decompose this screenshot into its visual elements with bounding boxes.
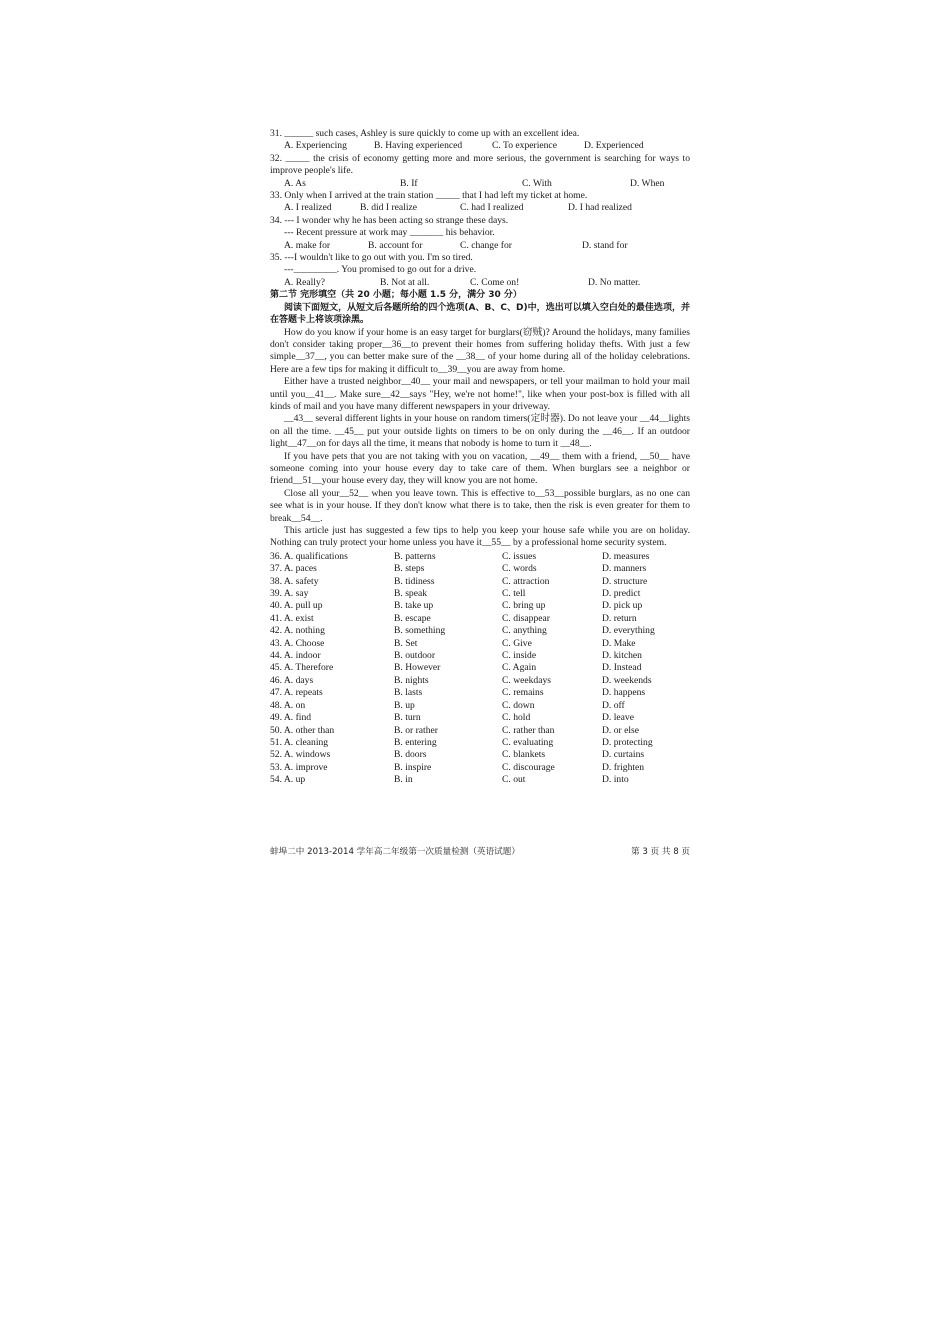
choice-row	[270, 650, 690, 662]
choice-option-a: 38. A. safety	[270, 575, 319, 587]
question-options	[270, 140, 690, 152]
choice-option-a: 40. A. pull up	[270, 600, 323, 612]
choice-option-c: C. words	[502, 563, 537, 575]
passage-paragraph: Either have a trusted neighbor__40__ your mail and newspapers, or tell your mailman to hold your mail until you__41__. Make sure__42__says "Hey, we're not home!", like when your post-box is filled with all kinds of mail and you have many different newspapers in your driveway.	[270, 376, 690, 412]
choice-option-c: C. down	[502, 699, 535, 711]
option-b: B. If	[400, 177, 418, 189]
option-b: B. account for	[368, 239, 423, 251]
choice-option-a: 44. A. indoor	[270, 650, 321, 662]
choice-option-d: D. Make	[602, 637, 636, 649]
question-options	[270, 240, 690, 252]
choice-option-c: C. weekdays	[502, 674, 552, 686]
choice-option-b: B. in	[394, 774, 413, 786]
choice-option-a: 53. A. improve	[270, 761, 328, 773]
choice-option-a: 39. A. say	[270, 588, 309, 600]
choice-row	[270, 749, 690, 761]
question-35	[270, 252, 690, 289]
choice-option-b: B. turn	[394, 712, 421, 724]
choice-option-a: 54. A. up	[270, 774, 306, 786]
option-b: B. Having experienced	[374, 140, 463, 152]
choice-option-c: C. hold	[502, 712, 531, 724]
choice-option-b: B. escape	[394, 612, 431, 624]
option-d: D. When	[630, 177, 665, 189]
choice-option-c: C. Again	[502, 662, 537, 674]
option-c: C. had I realized	[460, 202, 524, 214]
question-stem: 35. ---I wouldn't like to go out with you. I'm so tired.	[270, 252, 473, 264]
choice-option-b: B. However	[394, 662, 441, 674]
option-a: A. I realized	[284, 202, 332, 214]
choice-row	[270, 687, 690, 699]
choice-option-d: D. frighten	[602, 761, 645, 773]
option-a: A. Really?	[284, 276, 326, 288]
choice-option-a: 36. A. qualifications	[270, 550, 348, 562]
option-c: C. With	[522, 177, 552, 189]
choice-row	[270, 563, 690, 575]
choice-option-d: D. pick up	[602, 600, 643, 612]
question-stem: 32. _____ the crisis of economy getting more and more serious, the government is searching for ways to improve people's life.	[270, 152, 690, 177]
cloze-choices-table	[270, 551, 690, 787]
section-instructions: 阅读下面短文，从短文后各题所给的四个选项(A、B、C、D)中，选出可以填入空白处的最佳选项，并在答题卡上将该项涂黑。	[270, 302, 690, 326]
option-a: A. make for	[284, 239, 331, 251]
choice-row	[270, 625, 690, 637]
option-d: D. No matter.	[588, 276, 641, 288]
choice-option-d: D. leave	[602, 712, 634, 724]
choice-option-a: 49. A. find	[270, 712, 312, 724]
question-33	[270, 190, 690, 215]
choice-option-b: B. or rather	[394, 724, 438, 736]
option-c: C. To experience	[492, 140, 557, 152]
choice-row	[270, 725, 690, 737]
dialogue-reply: --- Recent pressure at work may _______ his behavior.	[284, 227, 495, 239]
choice-option-a: 45. A. Therefore	[270, 662, 334, 674]
choice-row	[270, 588, 690, 600]
choice-option-b: B. tidiness	[394, 575, 435, 587]
choice-option-c: C. blankets	[502, 749, 546, 761]
passage-paragraph: This article just has suggested a few tips to help you keep your house safe while you are on holiday. Nothing can truly protect your home unless you have it__55__ by a professional home security system.	[270, 525, 690, 549]
choice-option-d: D. into	[602, 774, 629, 786]
choice-option-d: D. or else	[602, 724, 640, 736]
dialogue-reply: ---_________. You promised to go out for a drive.	[284, 264, 477, 276]
choice-option-c: C. attraction	[502, 575, 550, 587]
choice-row	[270, 774, 690, 786]
choice-option-c: C. issues	[502, 550, 537, 562]
choice-option-c: C. anything	[502, 625, 547, 637]
passage-paragraph: If you have pets that you are not taking with you on vacation, __49__ them with a friend, __50__ have someone coming into your house every day to take care of them. When burglars see a neighbor or friend__51__your house every day, they will know you are not home.	[270, 450, 690, 487]
choice-option-b: B. patterns	[394, 550, 436, 562]
choice-option-d: D. happens	[602, 687, 646, 699]
choice-option-c: C. Give	[502, 637, 532, 649]
choice-option-d: D. off	[602, 699, 625, 711]
choice-option-c: C. rather than	[502, 724, 555, 736]
passage-paragraph: __43__ several different lights in your house on random timers(定时器). Do not leave your __44__lights on all the time. __45__ put your outside lights on timers to be on only during the __46__. If an outdoor light__47__on for days all the time, it means that nobody is home to turn it __48__.	[270, 413, 690, 450]
question-options	[270, 178, 690, 190]
choice-option-a: 46. A. days	[270, 674, 314, 686]
question-31	[270, 128, 690, 153]
choice-option-d: D. everything	[602, 625, 655, 637]
choice-row	[270, 762, 690, 774]
choice-option-c: C. out	[502, 774, 526, 786]
choice-option-b: B. entering	[394, 736, 437, 748]
section-title: 第二节 完形填空（共 20 小题；每小题 1.5 分，满分 30 分）	[270, 290, 522, 301]
choice-option-b: B. up	[394, 699, 415, 711]
choice-option-a: 52. A. windows	[270, 749, 331, 761]
choice-option-a: 48. A. on	[270, 699, 306, 711]
choice-option-d: D. curtains	[602, 749, 645, 761]
choice-row	[270, 700, 690, 712]
question-34	[270, 215, 690, 252]
choice-option-c: C. remains	[502, 687, 544, 699]
choice-option-a: 41. A. exist	[270, 612, 314, 624]
choice-option-d: D. manners	[602, 563, 647, 575]
choice-option-d: D. Instead	[602, 662, 642, 674]
question-stem: 34. --- I wonder why he has been acting so strange these days.	[270, 214, 509, 226]
choice-option-b: B. doors	[394, 749, 427, 761]
choice-option-b: B. Set	[394, 637, 418, 649]
choice-option-c: C. bring up	[502, 600, 546, 612]
choice-option-d: D. measures	[602, 550, 650, 562]
question-stem: 31. ______ such cases, Ashley is sure quickly to come up with an excellent idea.	[270, 128, 580, 139]
option-c: C. change for	[460, 239, 512, 251]
choice-option-d: D. weekends	[602, 674, 652, 686]
choice-row	[270, 675, 690, 687]
choice-row	[270, 613, 690, 625]
option-b: B. did I realize	[360, 202, 418, 214]
choice-row	[270, 712, 690, 724]
choice-row	[270, 662, 690, 674]
option-c: C. Come on!	[470, 276, 520, 288]
passage-paragraph: Close all your__52__ when you leave town. This is effective to__53__possible burglars, as no one can see what is in your house. If they don't know what there is to take, then the risk is even greater for them to break__54__.	[270, 487, 690, 524]
choice-option-a: 42. A. nothing	[270, 625, 325, 637]
choice-option-a: 51. A. cleaning	[270, 736, 329, 748]
choice-option-a: 43. A. Choose	[270, 637, 325, 649]
question-stem: 33. Only when I arrived at the train station _____ that I had left my ticket at home.	[270, 190, 588, 202]
question-options	[270, 277, 690, 289]
choice-option-c: C. discourage	[502, 761, 555, 773]
choice-row	[270, 638, 690, 650]
choice-option-d: D. structure	[602, 575, 648, 587]
question-32	[270, 153, 690, 190]
choice-row	[270, 551, 690, 563]
option-d: D. stand for	[582, 239, 628, 251]
option-d: D. I had realized	[568, 202, 632, 214]
question-options	[270, 202, 690, 214]
exam-page	[270, 128, 690, 787]
footer-page-number: 第 3 页 共 8 页	[631, 847, 690, 857]
page-footer	[270, 845, 690, 857]
choice-option-c: C. disappear	[502, 612, 550, 624]
choice-option-c: C. evaluating	[502, 736, 554, 748]
choice-option-b: B. inspire	[394, 761, 432, 773]
choice-option-d: D. protecting	[602, 736, 653, 748]
choice-option-b: B. outdoor	[394, 650, 436, 662]
choice-option-c: C. tell	[502, 588, 526, 600]
choice-option-d: D. return	[602, 612, 637, 624]
choice-option-b: B. lasts	[394, 687, 423, 699]
option-b: B. Not at all.	[380, 276, 430, 288]
choice-option-b: B. take up	[394, 600, 434, 612]
choice-row	[270, 600, 690, 612]
option-d: D. Experienced	[584, 140, 644, 152]
choice-option-a: 37. A. paces	[270, 563, 317, 575]
choice-row	[270, 737, 690, 749]
choice-option-b: B. speak	[394, 588, 428, 600]
option-a: A. Experiencing	[284, 140, 347, 152]
choice-option-c: C. inside	[502, 650, 537, 662]
cloze-passage	[270, 327, 690, 550]
choice-option-a: 47. A. repeats	[270, 687, 323, 699]
choice-option-b: B. nights	[394, 674, 429, 686]
choice-option-b: B. something	[394, 625, 446, 637]
choice-option-b: B. steps	[394, 563, 425, 575]
choice-option-d: D. predict	[602, 588, 641, 600]
footer-exam-title: 蚌埠二中 2013-2014 学年高二年级第一次质量检测（英语试题）	[270, 847, 520, 857]
option-a: A. As	[284, 177, 306, 189]
choice-row	[270, 576, 690, 588]
choice-option-a: 50. A. other than	[270, 724, 335, 736]
choice-option-d: D. kitchen	[602, 650, 642, 662]
passage-paragraph: How do you know if your home is an easy target for burglars(窃贼)? Around the holidays, many families don't consider taking proper__36__to prevent their homes from suffering holiday thefts. With just a few simple__37__, you can better make sure of the __38__ of your home during all of the holiday celebrations. Here are a few tips for making it difficult to__39__you are away from home.	[270, 326, 690, 375]
